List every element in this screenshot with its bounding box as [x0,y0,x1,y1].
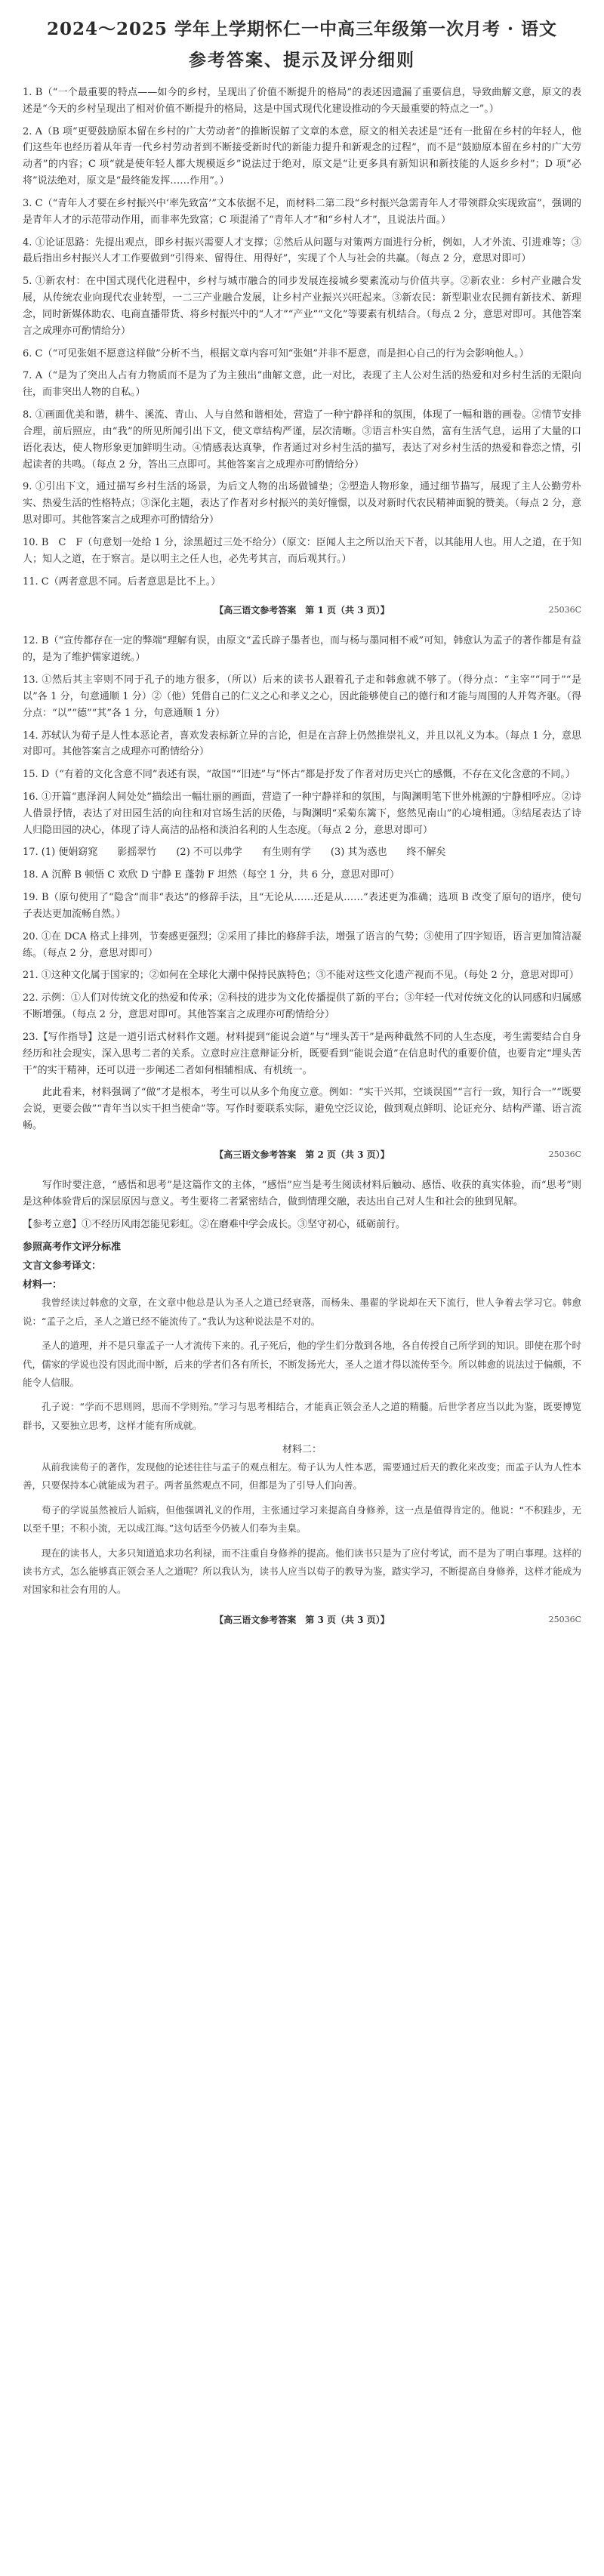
translation-paragraph: 现在的读书人，大多只知道追求功名利禄，而不注重自身修养的提高。他们读书只是为了应付考试，而不是为了明白事理。这样的读书方式，怎么能够真正领会圣人之道呢？所以我认为，读书人应当以荀子的教导为鉴，踏实学习，不断提高自身修养，这样才能成为对国家和社会有用的人。 [23,1547,581,1596]
translation-paragraph: 孔子说：“学而不思则罔，思而不学则殆。”学习与思考相结合，才能真正领会圣人之道的精髓。后世学者应当以此为鉴，既要博览群书，又要独立思考，这样才能有所成就。 [23,1401,581,1431]
answer-item: 20. ①在 DCA 格式上排列，节奏感更强烈；②采用了排比的修辞手法，增强了语言的气势；③使用了四字短语，语言更加简洁凝练。（每点 2 分，意思对即可） [23,930,581,959]
translation-paragraph: 从前我读荀子的著作，发现他的论述往往与孟子的观点相左。荀子认为人性本恶，需要通过后天的教化来改变；而孟子认为人性本善，只要保持本心就能成为君子。两者虽然观点不同，但都是为了引导人们向善。 [23,1461,581,1492]
footer-code: 25036C [548,1614,581,1624]
answer-item: 18. A 沉醉 B 顿悟 C 欢欣 D 宁静 E 蓬勃 F 坦然（每空 1 分，共 6 分，意思对即可） [23,869,400,881]
scoring-standard-heading: 参照高考作文评分标准 [23,1242,122,1254]
answer-item: 11. C（两者意思不同。后者意思是比不上。） [23,575,221,588]
answer-item: 7. A（“是为了突出人占有力物质而不是为了为主独出”曲解文意，此一对比，表现了主人公对生活的热爱和对乡村生活的无限向往，而非突出人物的自私。） [23,370,581,399]
answer-item: 21. ①这种文化属于国家的；②如何在全球化大潮中保持民族特色；③不能对这些文化遗产视而不见。（每处 2 分，意思对即可） [23,970,579,982]
document-title: 2024～2025 学年上学期怀仁一中高三年级第一次月考 · 语文 [46,19,558,39]
answer-item: 15. D（“有着的文化含意不同”表述有误，“故国”“旧迹”与“怀古”都是抒发了作者对历史兴亡的感慨，不存在文化含意的不同。） [23,769,575,781]
answer-item: 22. 示例：①人们对传统文化的热爱和传承；②科技的进步为文化传播提供了新的平台；③年轻一代对传统文化的认同感和归属感不断增强。（每点 2 分，意思对即可。其他答案言之成理亦可酌情给分） [23,992,581,1021]
answer-item: 2. A（B 项“更要鼓励原本留在乡村的广大劳动者”的推断误解了文章的本意，原文的相关表述是“还有一批留在乡村的年轻人，他们这些年也经历着从年青一代乡村劳动者到不断接受新时代的新能力提升和新观念的过程”，而不是“鼓励原本留在乡村的广大劳动者”的内容；C 项“就是使年轻人都大规模返乡”说法过于绝对，原文是“让更多具有新知识和新技能的人返乡乡村”；D 项“必将”说法绝对，原文是“最终能发挥……作用”。） [23,125,581,187]
footer-label: 【高三语文参考答案 第 3 页（共 3 页）】 [214,1614,390,1625]
answer-item: 此此看来，材料强调了“做”才是根本，考生可以从多个角度立意。例如：“实干兴邦，空谈误国”“言行一致，知行合一”“既要会说，更要会做”“青年当以实干担当使命”等。写作时要联系实际，避免空泛议论，做到观点鲜明、论证充分、结构严谨、语言流畅。 [23,1087,581,1132]
answer-item: 1. B（“一个最重要的特点——如今的乡村，呈现出了价值不断提升的格局”的表述因遗漏了重要信息，导致曲解文意，原文的表述是“今天的乡村呈现出了相对价值不断提升的格局，这是中国式现代化建设推动的今天最重要的特点之一”。） [23,87,581,115]
answer-item: 13. ①然后其主宰则不同于孔子的地方很多，（所以）后来的读书人跟着孔子走和韩愈就不够了。（得分点：“主宰”“同于”“是以”各 1 分，句意通顺 1 分）②（他）凭借自己的仁义之心和孝义之心，因此能够使自己的德行和才能与周围的人并驾齐驱。（得分点：“以”“德”“其”各 1 分，句意通顺 1 分） [23,674,581,719]
document-subtitle: 参考答案、提示及评分细则 [189,50,415,70]
answer-item: 3. C（“青年人才要在乡村振兴中‘率先致富’”文本依据不足，而材料二第二段“乡村振兴急需青年人才带领群众实现致富”，强调的是青年人才的示范带动作用，而非率先致富；C 项混淆了“青年人才”和“乡村人才”，且说法片面。） [23,197,581,226]
answer-item: 12. B（“宣传都存在一定的弊端”理解有误，由原文“孟氏辟子墨者也，而与杨与墨同相不戒”可知，韩愈认为孟子的著作都是有益的，是为了维护儒家道统。） [23,635,581,664]
answer-item: 4. ①论证思路：先提出观点，即乡村振兴需要人才支撑；②然后从问题与对策两方面进行分析，例如，人才外流、引进难等；③最后指出乡村振兴人才工作要做到“引得来、留得住、用得好”，实现了个人与社会的共赢。（每点 2 分，意思对即可） [23,236,581,265]
answer-item: 14. 苏轼认为荀子是人性本恶论者，喜欢发表标新立异的言论，但是在言辞上仍然推崇礼义，并且以礼义为本。（每点 1 分，意思对即可。其他答案言之成理亦可酌情给分） [23,730,581,758]
translation-paragraph: 荀子的学说虽然被后人诟病，但他强调礼义的作用，主张通过学习来提高自身修养，这一点是值得肯定的。他说：“不积跬步，无以至千里；不积小流，无以成江海。”这句话至今仍被人们奉为圭臬。 [23,1504,581,1535]
page1-footer [23,603,581,616]
page3-footer [23,1613,581,1626]
answer-item: 5. ①新农村：在中国式现代化进程中，乡村与城市融合的同步发展连接城乡要素流动与价值共享。②新农业：乡村产业融合发展，从传统农业向现代农业转型，一二三产业融合发展，让乡村产业振兴兴旺起来。③新农民：新型职业农民拥有新技术、新理念，同时新媒体助农、电商直播带货、将乡村振兴中的“人才”“产业”“文化”等要素有机结合。（每点 2 分，意思对即可。其他答案言之成理亦可酌情给分） [23,276,581,337]
answer-item: 23.【写作指导】这是一道引语式材料作文题。材料提到“能说会道”与“埋头苦干”是两种截然不同的人生态度，考生需要结合自身经历和社会现实，深入思考二者的关系。立意时应注意辩证分析，既要看到“能说会道”在信息时代的重要价值，也要肯定“埋头苦干”的实干精神，还可以进一步阐述二者如何相辅相成、有机统一。 [23,1031,581,1076]
page2-footer [23,1148,581,1161]
material2-heading: 材料二： [282,1444,322,1455]
answer-item: 17. (1) 便娟窈窕 影摇翠竹 (2) 不可以弗学 有生则有学 (3) 其为惑也 终不解矣 [23,847,446,859]
page3-section [23,1177,581,1600]
answer-item: 8. ①画面优美和谐，耕牛、溪流、青山、人与自然和谐相处，营造了一种宁静祥和的氛围，体现了一幅和谐的画卷。②情节安排合理，前后照应，由“我”的所见所闻引出下文，使文章结构严谨，层次清晰。③语言朴实自然，富有生活气息，运用了大量的口语化表达，使人物形象更加鲜明生动。④情感表达真挚，作者通过对乡村生活的描写，表达了对乡村生活的热爱和眷恋之情，引起读者的共鸣。（每点 2 分，答出三点即可。其他答案言之成理亦可酌情给分） [23,409,581,470]
footer-code: 25036C [548,1149,581,1159]
answer-item: 16. ①开篇“惠泽润人间处处”描绘出一幅壮丽的画面，营造了一种宁静祥和的氛围，与陶渊明笔下世外桃源的宁静相呼应。②诗人借景抒情，表达了对田园生活的向往和对官场生活的厌倦，与陶渊明“采菊东篱下，悠然见南山”的心境相通。③结尾表达了诗人归隐田园的决心，体现了诗人高洁的品格和淡泊名利的人生态度。（每点 2 分，意思对即可） [23,791,581,836]
answer-item: 9. ①引出下文，通过描写乡村生活的场景，为后文人物的出场做铺垫；②塑造人物形象，通过细节描写，展现了主人公勤劳朴实、热爱生活的性格特点；③深化主题，表达了作者对乡村振兴的美好憧憬，以及对新时代农民精神面貌的赞美。（每点 2 分，意思对即可。其他答案言之成理亦可酌情给分） [23,481,581,526]
reference-theme: 【参考立意】①不经历风雨怎能见彩虹。②在磨难中学会成长。③坚守初心，砥砺前行。 [23,1218,406,1230]
translation-heading: 文言文参考译文： [23,1260,102,1273]
page1-section [23,85,581,590]
footer-code: 25036C [548,605,581,615]
translation-paragraph: 我曾经读过韩愈的文章，在文章中他总是认为圣人之道已经衰落，而杨朱、墨翟的学说却在天下流行，世人争着去学习它。韩愈说：“孟子之后，圣人之道已经不能流传了。”我认为这种说法是不对的。 [23,1297,581,1327]
answer-item: 10. B C F（句意划一处给 1 分，涂黑超过三处不给分）（原文：臣闻人主之所以治天下者，以其能用人也。用人之道，在于知人；知人之道，在于察言。是以明主之任人也，必先考其言，而后观其行。） [23,536,581,565]
page2-section [23,633,581,1134]
footer-label: 【高三语文参考答案 第 1 页（共 3 页）】 [214,605,390,616]
footer-label: 【高三语文参考答案 第 2 页（共 3 页）】 [214,1149,390,1160]
answer-item: 19. B（原句使用了“隐含”而非“表达”的修辞手法，且“无论从……还是从……”表述更为准确；选项 B 改变了原句的语序，使句子表达更加流畅自然。） [23,892,581,920]
writing-guidance: 写作时要注意，“感悟和思考”是这篇作文的主体，“感悟”应当是考生阅读材料后触动、感悟、收获的真实体验，而“思考”则是这种体验背后的深层原因与意义。考生要将二者紧密结合，做到情理交融，表达出自己对人生和社会的独到见解。 [23,1179,581,1208]
answer-item: 6. C（“可见张姐不愿意这样做”分析不当，根据文章内容可知“张姐”并非不愿意，而是担心自己的行为会影响他人。） [23,347,529,359]
translation-paragraph: 圣人的道理，并不是只靠孟子一人才流传下来的。孔子死后，他的学生们分散到各地，各自传授自己所学到的知识。即使在那个时代，儒家的学说也没有因此而中断，后来的学者们各有所长，不断发扬光大，圣人之道才得以流传至今。所以韩愈的说法过于偏颇，不能令人信服。 [23,1340,581,1388]
material1-heading: 材料一： [23,1279,63,1291]
